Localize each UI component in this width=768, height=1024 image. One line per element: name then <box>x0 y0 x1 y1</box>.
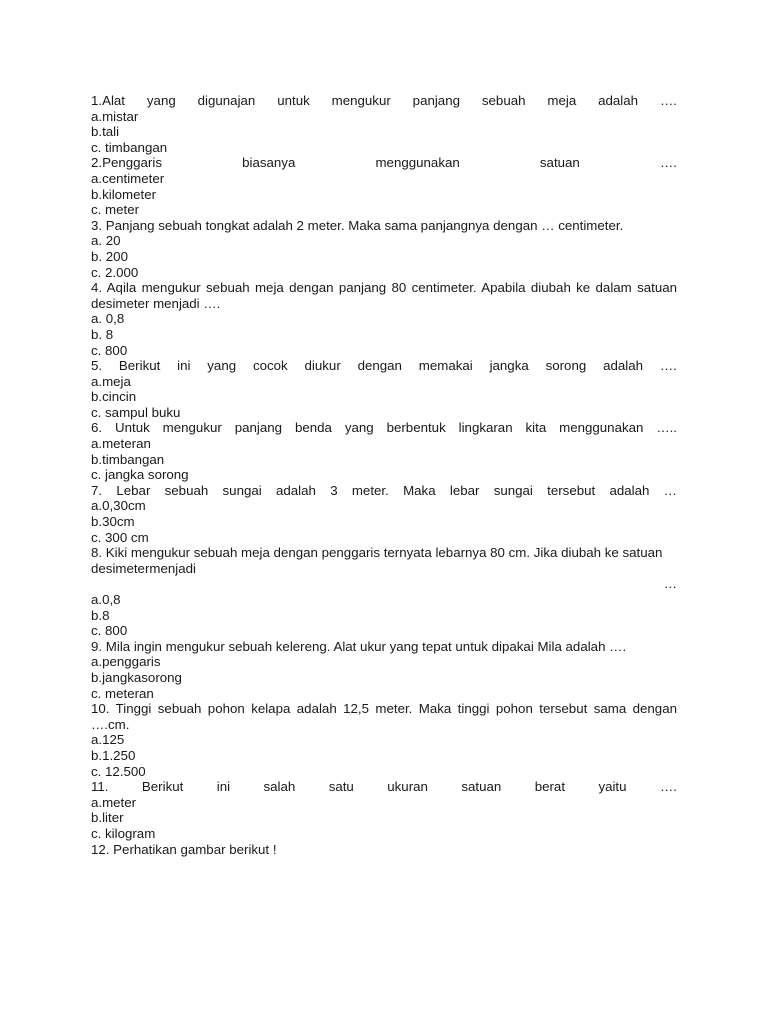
q5-word: Berikut <box>118 358 161 374</box>
q5-word: diukur <box>304 358 341 374</box>
q5-word: dengan <box>357 358 402 374</box>
q7-word: adalah <box>609 482 650 498</box>
q11-word: …. <box>659 779 677 795</box>
q2-word: biasanya <box>242 155 296 171</box>
q6-word: mengukur <box>162 420 222 436</box>
q5-word: adalah <box>603 358 644 374</box>
question-9: 9. Mila ingin mengukur sebuah kelereng. Alat ukur yang tepat untuk dipakai Mila adalah …. <box>91 638 627 654</box>
q5-word: memakai <box>418 358 473 374</box>
q2-option-a: a.centimeter <box>91 170 165 186</box>
q1-word: mengukur <box>331 93 391 108</box>
q5-option-c: c. sampul buku <box>91 404 181 420</box>
q5-word: sorong <box>545 358 587 374</box>
q10-option-c: c. 12.500 <box>91 763 146 779</box>
q6-word: 6. <box>91 420 103 436</box>
q6-word: Untuk <box>115 420 150 436</box>
q11-word: yaitu <box>598 779 627 795</box>
q6-option-c: c. jangka sorong <box>91 467 189 483</box>
q1-option-b: b.tali <box>91 124 120 140</box>
q5-option-a: a.meja <box>91 373 131 389</box>
q8-word: desimetermenjadi <box>91 560 196 576</box>
question-11 <box>91 779 677 795</box>
q7-word: … <box>663 482 677 498</box>
q8-option-b: b.8 <box>91 607 110 623</box>
q11-option-c: c. kilogram <box>91 825 156 841</box>
q6-word: berbentuk <box>386 420 446 436</box>
q11-word: salah <box>263 779 296 795</box>
q9-option-a: a.penggaris <box>91 654 161 670</box>
q1-word: yang <box>146 93 176 108</box>
question-8 <box>91 545 677 561</box>
q2-word: satuan <box>539 155 580 171</box>
q11-word: satu <box>328 779 354 795</box>
question-10: 10. Tinggi sebuah pohon kelapa adalah 12,5 meter. Maka tinggi pohon tersebut sama dengan ….cm. <box>91 701 677 732</box>
q1-word: digunajan <box>197 93 256 108</box>
question-2 <box>91 155 677 171</box>
q4-option-a: a. 0,8 <box>91 311 125 327</box>
q6-word: kita <box>525 420 547 436</box>
q1-word: …. <box>659 93 677 108</box>
q4-option-c: c. 800 <box>91 342 128 358</box>
question-12: 12. Perhatikan gambar berikut ! <box>91 841 277 857</box>
q7-word: lebar <box>449 482 480 498</box>
q1-option-a: a.mistar <box>91 108 139 124</box>
q11-word: berat <box>534 779 566 795</box>
worksheet <box>91 93 677 857</box>
question-5 <box>91 358 677 374</box>
q5-word: …. <box>659 358 677 374</box>
q10-option-b: b.1.250 <box>91 747 136 763</box>
q1-word: sebuah <box>481 93 526 108</box>
q5-option-b: b.cincin <box>91 389 137 405</box>
q7-word: adalah <box>275 482 316 498</box>
q6-word: benda <box>294 420 332 436</box>
q2-word: menggunakan <box>375 155 460 171</box>
q6-word: menggunakan <box>559 420 644 436</box>
q10-option-a: a.125 <box>91 732 125 748</box>
q8-option-c: c. 800 <box>91 623 128 639</box>
q2-option-b: b.kilometer <box>91 186 157 202</box>
q11-word: satuan <box>461 779 502 795</box>
q7-word: Lebar <box>116 482 151 498</box>
q7-word: Maka <box>403 482 436 498</box>
q1-option-c: c. timbangan <box>91 139 168 155</box>
q7-word: sungai <box>222 482 262 498</box>
q8-text: 8. Kiki mengukur sebuah meja dengan penggaris ternyata lebarnya 80 cm. Jika diubah ke satuan <box>91 545 663 561</box>
q7-option-a: a.0,30cm <box>91 498 146 514</box>
q5-word: cocok <box>252 358 288 374</box>
q7-word: sungai <box>493 482 533 498</box>
q11-word: Berikut <box>141 779 184 795</box>
q2-option-c: c. meter <box>91 202 140 218</box>
q7-word: meter. <box>351 482 389 498</box>
question-8-cont <box>91 561 677 577</box>
q6-word: ….. <box>656 420 677 436</box>
q6-word: panjang <box>234 420 283 436</box>
q6-word: yang <box>344 420 374 436</box>
q3-option-b: b. 200 <box>91 248 128 264</box>
q4-option-b: b. 8 <box>91 326 114 342</box>
q7-word: tersebut <box>547 482 596 498</box>
q11-word: 11. <box>91 779 109 795</box>
q6-option-a: a.meteran <box>91 436 151 452</box>
q1-word: 1.Alat <box>91 93 126 108</box>
q5-word: 5. <box>91 358 103 374</box>
q7-word: sebuah <box>164 482 209 498</box>
q11-option-b: b.liter <box>91 810 124 826</box>
q3-option-c: c. 2.000 <box>91 264 139 280</box>
question-4: 4. Aqila mengukur sebuah meja dengan panjang 80 centimeter. Apabila diubah ke dalam satuan desimeter menjadi …. <box>91 280 677 311</box>
q2-word: …. <box>659 155 677 171</box>
question-1 <box>91 93 677 109</box>
q7-option-c: c. 300 cm <box>91 529 149 545</box>
q3-option-a: a. 20 <box>91 233 121 249</box>
question-7 <box>91 483 677 499</box>
q11-option-a: a.meter <box>91 794 137 810</box>
q1-word: panjang <box>412 93 460 108</box>
q8-option-a: a.0,8 <box>91 592 121 607</box>
q1-word: adalah <box>598 93 639 108</box>
q1-word: meja <box>547 93 577 108</box>
q5-word: jangka <box>489 358 529 374</box>
q11-word: ukuran <box>387 779 428 795</box>
q6-option-b: b.timbangan <box>91 451 165 467</box>
q11-word: ini <box>216 779 231 795</box>
q9-option-b: b.jangkasorong <box>91 669 182 685</box>
q5-word: ini <box>177 358 191 374</box>
q5-word: yang <box>207 358 237 374</box>
q7-word: 7. <box>91 482 103 498</box>
q8-ellipsis: … <box>663 576 677 592</box>
question-6 <box>91 420 677 436</box>
q7-word: 3 <box>330 482 338 498</box>
q9-option-c: c. meteran <box>91 685 154 701</box>
q6-word: lingkaran <box>458 420 513 436</box>
q7-option-b: b.30cm <box>91 514 135 530</box>
q1-word: untuk <box>277 93 310 108</box>
question-3: 3. Panjang sebuah tongkat adalah 2 meter. Maka sama panjangnya dengan … centimeter. <box>91 217 624 233</box>
q2-word: 2.Penggaris <box>91 155 162 171</box>
